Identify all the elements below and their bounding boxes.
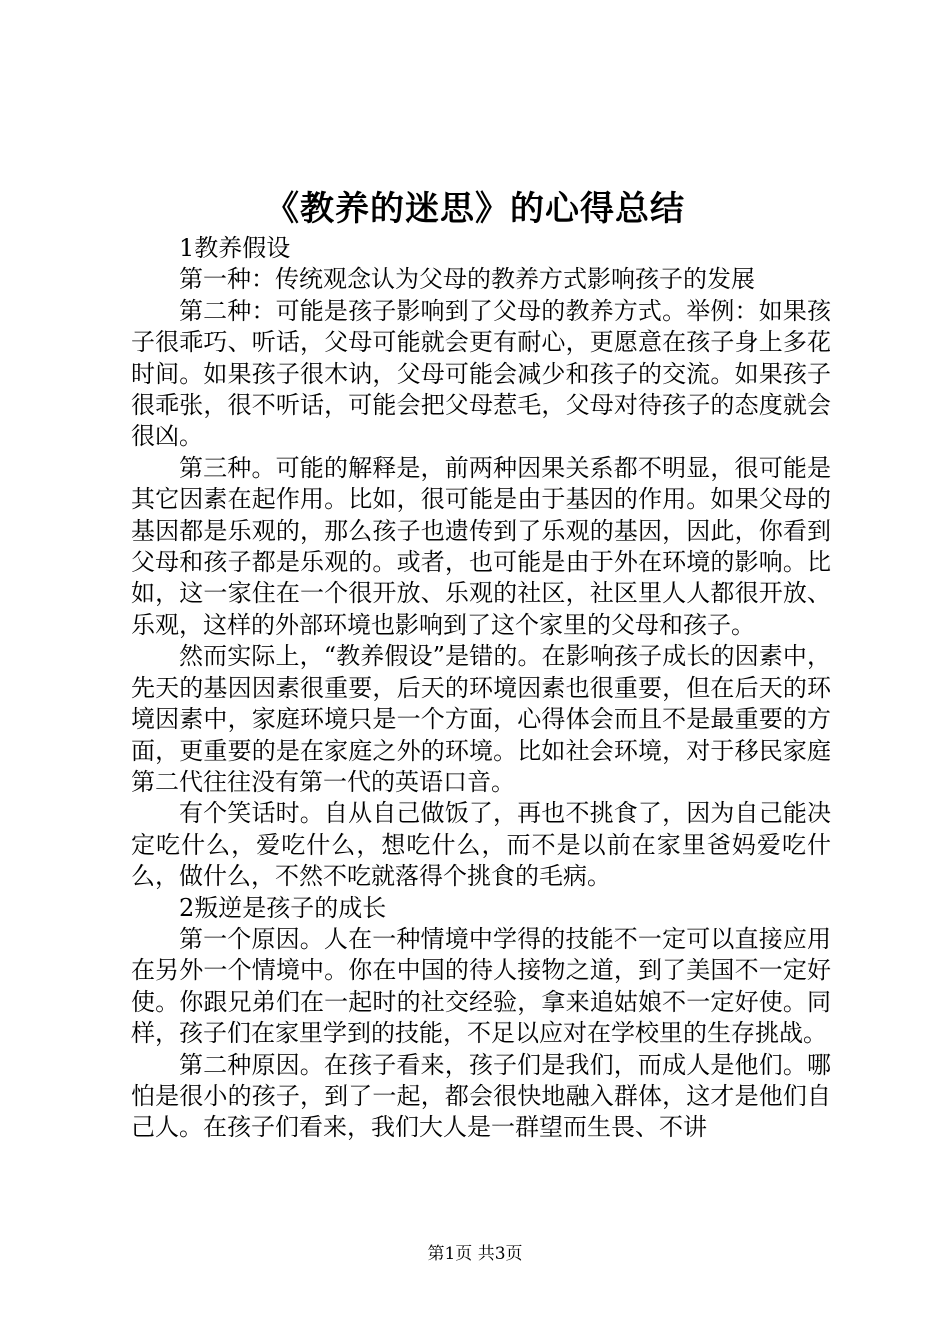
paragraph: 第二种原因。在孩子看来，孩子们是我们，而成人是他们。哪怕是很小的孩子，到了一起，都会很快地融入群体，这才是他们自己人。在孩子们看来，我们大人是一群望而生畏、不讲 xyxy=(131,1050,831,1142)
document-body xyxy=(131,233,831,1144)
document-title: 《教养的迷思》的心得总结 xyxy=(265,189,685,229)
paragraph: 第一个原因。人在一种情境中学得的技能不一定可以直接应用在另外一个情境中。你在中国的待人接物之道，到了美国不一定好使。你跟兄弟们在一起时的社交经验，拿来追姑娘不一定好使。同样，孩子们在家里学到的技能，不足以应对在学校里的生存挑战。 xyxy=(131,924,831,1048)
page-footer: 第1页 共3页 xyxy=(427,1244,523,1264)
section-heading: 2叛逆是孩子的成长 xyxy=(179,893,387,922)
paragraph: 第一种：传统观念认为父母的教养方式影响孩子的发展 xyxy=(179,265,755,294)
paragraph: 有个笑话时。自从自己做饭了，再也不挑食了，因为自己能决定吃什么，爱吃什么，想吃什么，而不是以前在家里爸妈爱吃什么，做什么，不然不吃就落得个挑食的毛病。 xyxy=(131,799,831,891)
paragraph: 然而实际上，“教养假设”是错的。在影响孩子成长的因素中，先天的基因因素很重要，后天的环境因素也很重要，但在后天的环境因素中，家庭环境只是一个方面，心得体会而且不是最重要的方面，更重要的是在家庭之外的环境。比如社会环境，对于移民家庭第二代往往没有第一代的英语口音。 xyxy=(131,642,831,796)
paragraph: 第二种：可能是孩子影响到了父母的教养方式。举例：如果孩子很乖巧、听话，父母可能就会更有耐心，更愿意在孩子身上多花时间。如果孩子很木讷，父母可能会减少和孩子的交流。如果孩子很乖张，很不听话，可能会把父母惹毛，父母对待孩子的态度就会很凶。 xyxy=(131,296,831,451)
section-heading: 1教养假设 xyxy=(179,234,291,262)
paragraph: 第三种。可能的解释是，前两种因果关系都不明显，很可能是其它因素在起作用。比如，很可能是由于基因的作用。如果父母的基因都是乐观的，那么孩子也遗传到了乐观的基因，因此，你看到父母和孩子都是乐观的。或者，也可能是由于外在环境的影响。比如，这一家住在一个很开放、乐观的社区，社区里人人都很开放、乐观，这样的外部环境也影响到了这个家里的父母和孩子。 xyxy=(131,453,831,639)
